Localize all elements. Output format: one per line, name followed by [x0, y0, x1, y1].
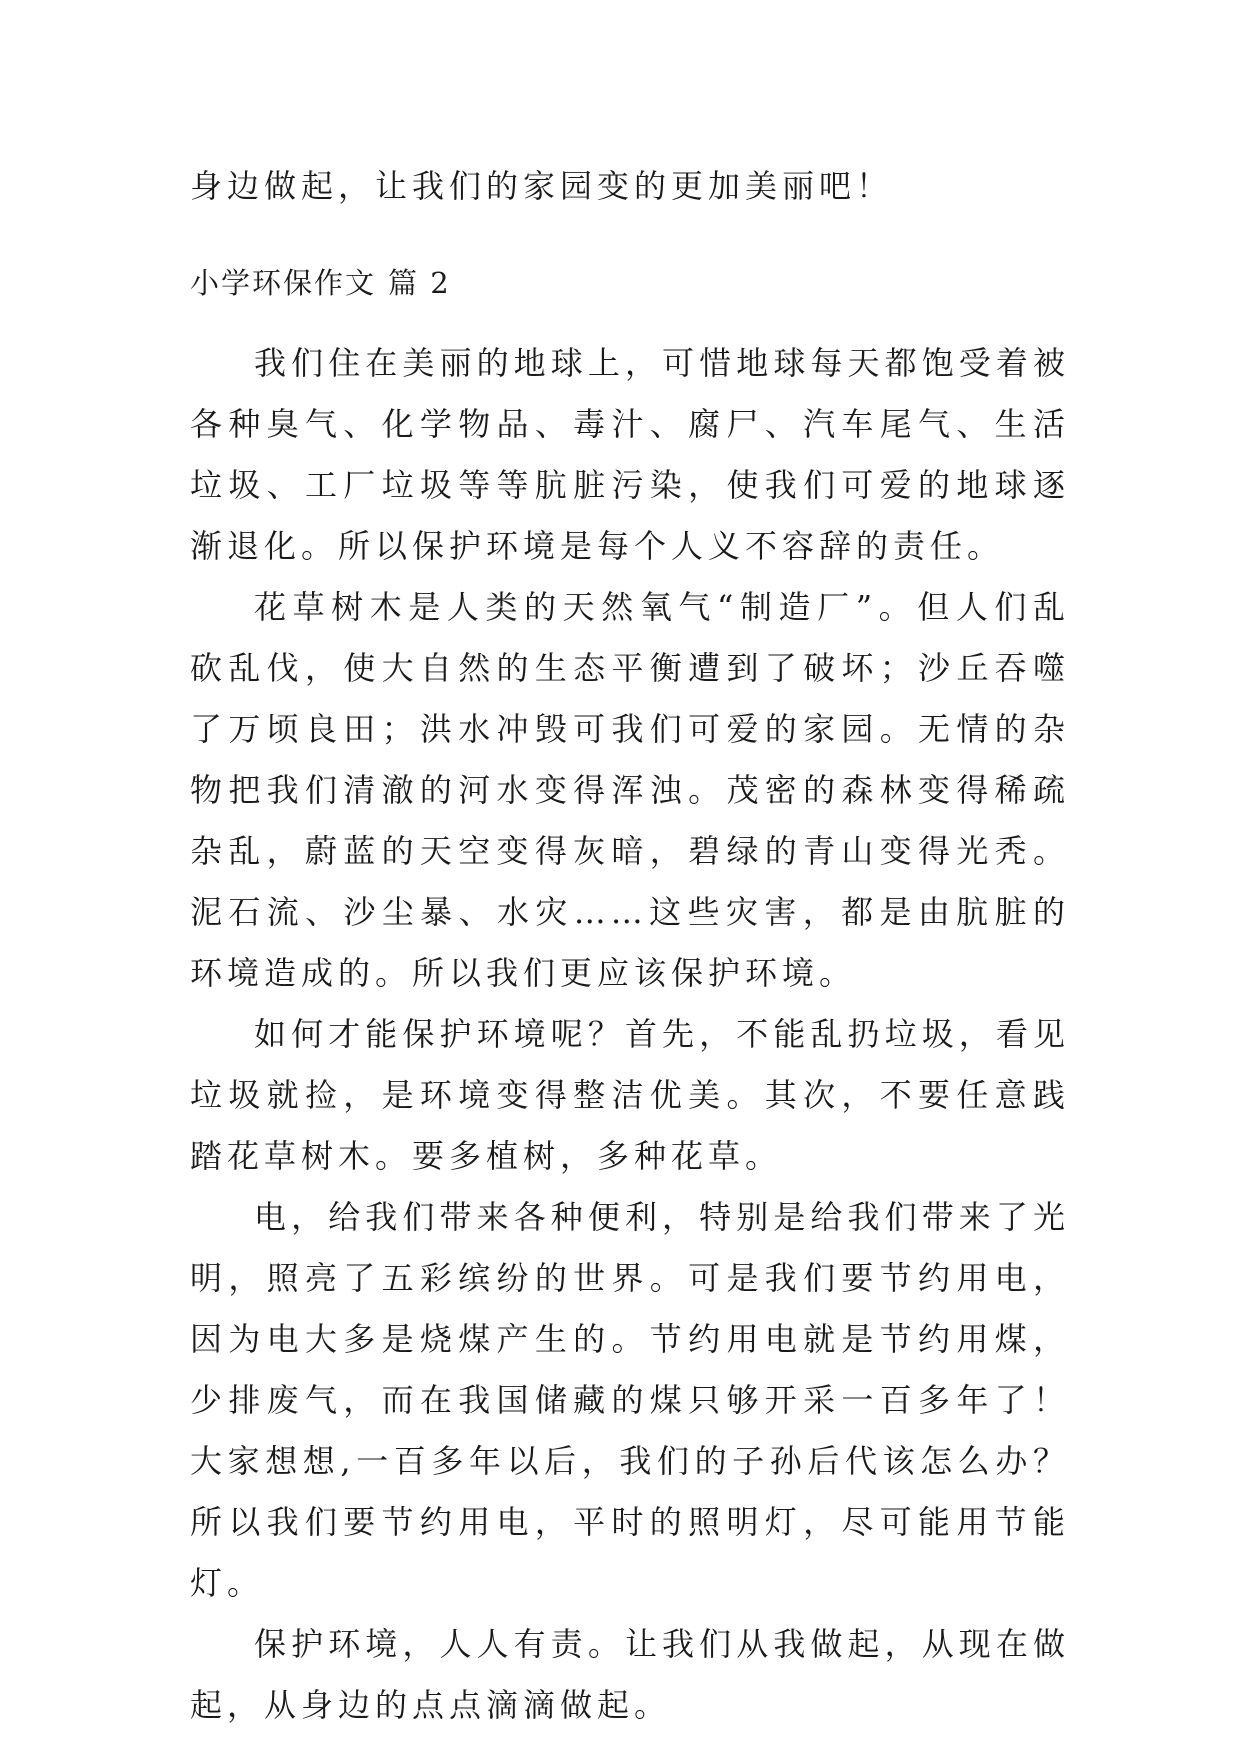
- paragraph-5: 保护环境，人人有责。让我们从我做起，从现在做起，从身边的点点滴滴做起。: [190, 1625, 1070, 1724]
- paragraph-4: 电，给我们带来各种便利，特别是给我们带来了光明，照亮了五彩缤纷的世界。可是我们要节约用电，因为电大多是烧煤产生的。节约用电就是节约用煤，少排废气，而在我国储藏的煤只够开采一百多年了！大家想想,一百多年以后，我们的子孙后代该怎么办？所以我们要节约用电，平时的照明灯，尽可能用节能灯。: [190, 1198, 1070, 1602]
- essay-title: 小学环保作文: [190, 266, 377, 300]
- carry-over-paragraph: 身边做起，让我们的家园变的更加美丽吧！: [190, 167, 894, 205]
- carry-over-text: [190, 156, 1070, 217]
- essay-part-number: 篇 2: [388, 266, 451, 300]
- paragraph-2: 花草树木是人类的天然氧气“制造厂”。但人们乱砍乱伐，使大自然的生态平衡遭到了破坏；沙丘吞噬了万顷良田；洪水冲毁可我们可爱的家园。无情的杂物把我们清澈的河水变得浑浊。茂密的森林变得稀疏杂乱，蔚蓝的天空变得灰暗，碧绿的青山变得光秃。泥石流、沙尘暴、水灾……这些灾害，都是由肮脏的环境造成的。所以我们更应该保护环境。: [190, 588, 1070, 992]
- paragraph-3: 如何才能保护环境呢？首先，不能乱扔垃圾，看见垃圾就捡，是环境变得整洁优美。其次，不要任意践踏花草树木。要多植树，多种花草。: [190, 1015, 1070, 1175]
- essay-heading: [190, 258, 451, 308]
- paragraph-1: 我们住在美丽的地球上，可惜地球每天都饱受着被各种臭气、化学物品、毒汁、腐尸、汽车尾气、生活垃圾、工厂垃圾等等肮脏污染，使我们可爱的地球逐渐退化。所以保护环境是每个人义不容辞的责任。: [190, 344, 1070, 565]
- essay-body: [190, 333, 1070, 1736]
